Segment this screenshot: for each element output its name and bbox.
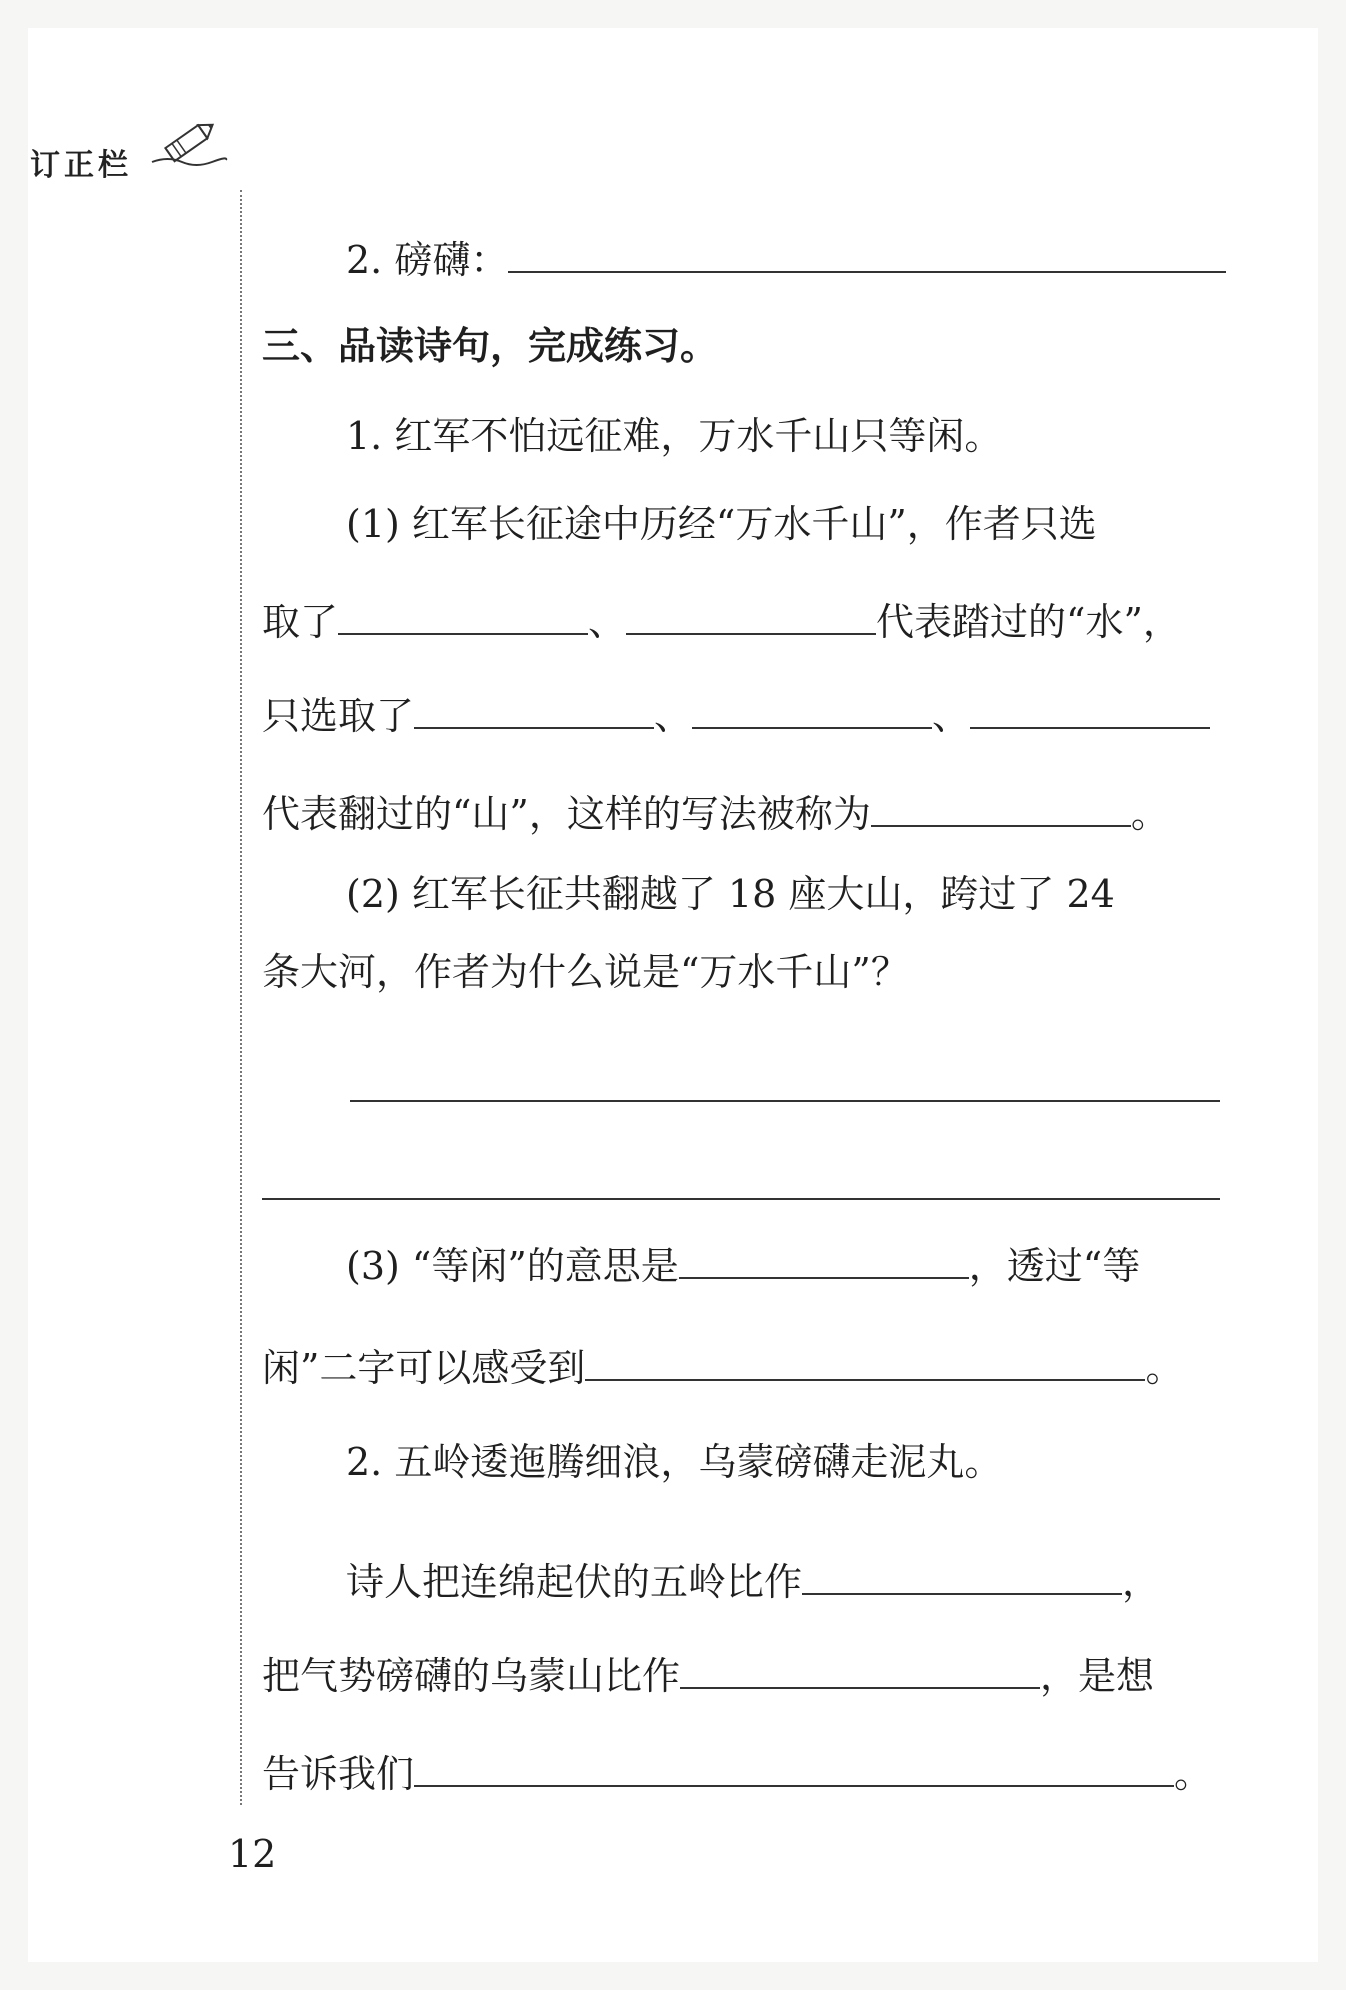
question-1-1-line-1: (1) 红军长征途中历经“万水千山”，作者只选 <box>346 502 1097 546</box>
question-1-1-line-2: 取了 、 代表踏过的“水”， <box>262 600 1181 644</box>
answer-line[interactable] <box>262 1198 1220 1200</box>
poem-line-2: 2. 五岭逶迤腾细浪，乌蒙磅礴走泥丸。 <box>346 1440 1003 1484</box>
page-number: 12 <box>228 1832 277 1876</box>
answer-blank[interactable] <box>680 1653 1040 1689</box>
correction-column-label: 订正栏 <box>30 148 132 183</box>
question-2-2: 2. 磅礴： <box>346 236 1226 284</box>
question-1-1-line-4: 代表翻过的“山”，这样的写法被称为 。 <box>262 792 1169 836</box>
answer-blank[interactable] <box>802 1559 1122 1595</box>
answer-blank[interactable] <box>626 599 876 635</box>
question-1-3-line-1: (3) “等闲”的意思是 ，透过“等 <box>346 1244 1141 1288</box>
answer-blank[interactable] <box>414 1751 1174 1787</box>
answer-blank[interactable] <box>679 1243 969 1279</box>
pencil-icon <box>148 112 228 172</box>
question-1-3-line-2: 闲”二字可以感受到 。 <box>262 1346 1184 1390</box>
answer-blank[interactable] <box>508 237 1226 273</box>
answer-blank[interactable] <box>414 693 654 729</box>
question-1-1-line-3: 只选取了 、 、 <box>262 692 1210 740</box>
question-1-2-line-2: 条大河，作者为什么说是“万水千山”？ <box>262 950 909 994</box>
answer-blank[interactable] <box>338 599 588 635</box>
question-1-2-line-1: (2) 红军长征共翻越了 18 座大山，跨过了 24 <box>346 872 1115 916</box>
poem-line-1: 1. 红军不怕远征难，万水千山只等闲。 <box>346 414 1003 458</box>
answer-line[interactable] <box>350 1100 1220 1102</box>
section-3-heading: 三、品读诗句，完成练习。 <box>262 324 719 368</box>
question-2-line-3: 告诉我们 。 <box>262 1752 1213 1796</box>
answer-blank[interactable] <box>871 791 1131 827</box>
answer-blank[interactable] <box>692 693 932 729</box>
answer-blank[interactable] <box>585 1345 1145 1381</box>
margin-divider <box>240 190 242 1805</box>
question-2-line-2: 把气势磅礴的乌蒙山比作 ，是想 <box>262 1654 1155 1698</box>
question-2-line-1: 诗人把连绵起伏的五岭比作 ， <box>346 1560 1161 1604</box>
answer-blank[interactable] <box>970 693 1210 729</box>
